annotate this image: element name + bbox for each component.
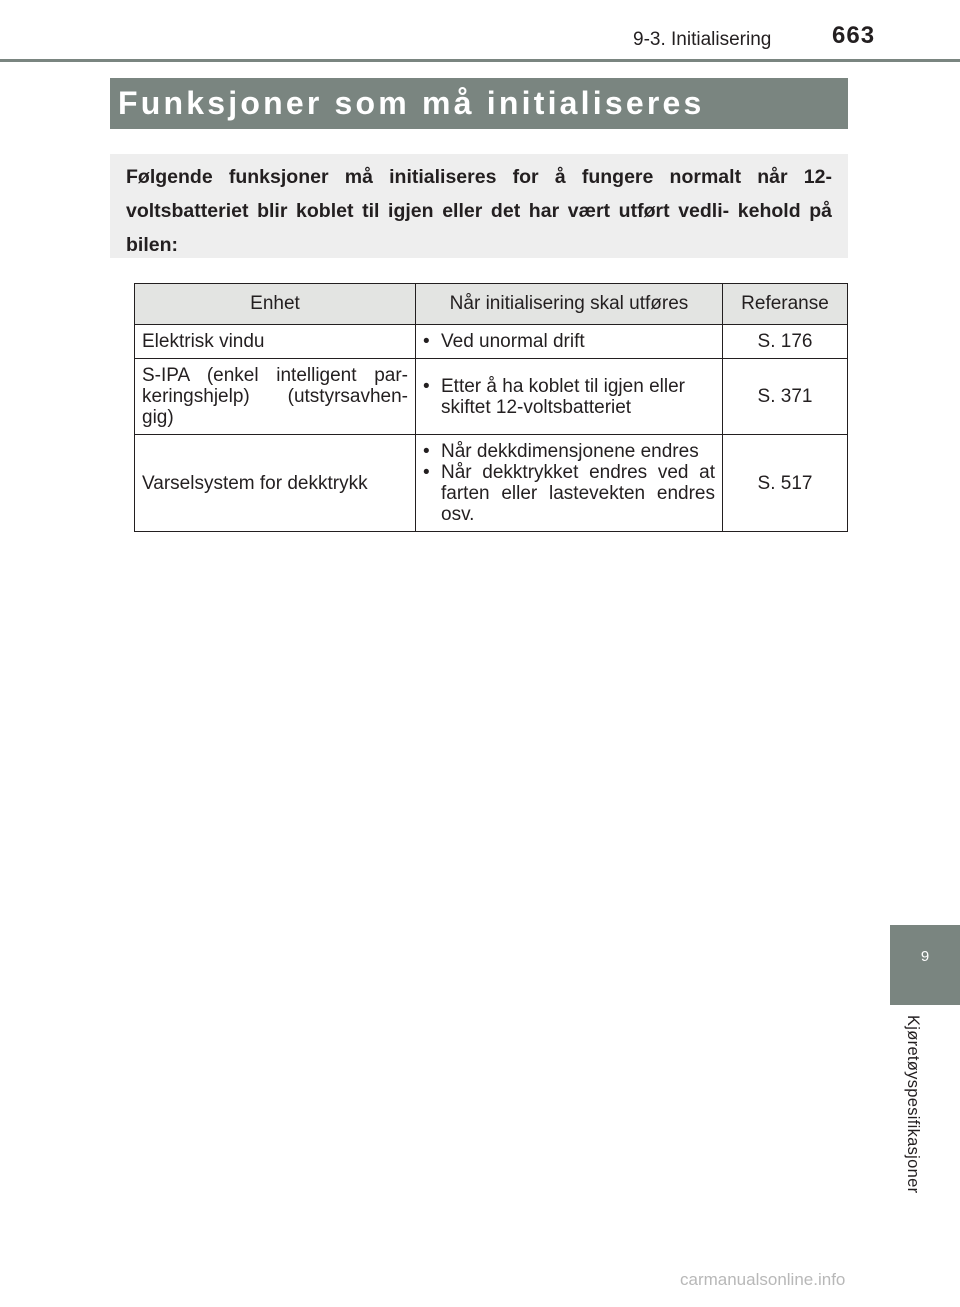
table-header-row [135,284,848,325]
when-cell [416,325,723,359]
page-number: 663 [832,22,876,49]
chapter-label: Kjøretøyspesifikasjoner [904,1015,922,1194]
column-header-when: Når initialisering skal utføres [416,284,723,325]
section-title: Funksjoner som må initialiseres [110,78,848,129]
header-divider [0,59,960,62]
when-cell [416,359,723,435]
table-row [135,359,848,435]
when-cell [416,435,723,532]
unit-cell: Varselsystem for dekktrykk [135,435,416,532]
unit-cell: Elektrisk vindu [135,325,416,359]
intro-paragraph: Følgende funksjoner må initialiseres for å fungere normalt når 12-voltsbatteriet blir koblet til igjen eller det har vært utført vedli- kehold på bilen: [110,154,848,258]
initialization-table [134,283,848,532]
table-row [135,435,848,532]
when-bullet: • Ved unormal drift [423,331,715,352]
reference-cell: S. 176 [723,325,848,359]
when-bullet: • Når dekkdimensjonene endres [423,441,715,462]
reference-cell: S. 517 [723,435,848,532]
reference-cell: S. 371 [723,359,848,435]
column-header-unit: Enhet [135,284,416,325]
when-bullet: • Etter å ha koblet til igjen eller skiftet 12-voltsbatteriet [423,376,715,418]
unit-cell: S-IPA (enkel intelligent par- keringshjelp) (utstyrsavhen- gig) [135,359,416,435]
when-bullet: • Når dekktrykket endres ved at farten eller lastevekten endres osv. [423,462,715,525]
column-header-reference: Referanse [723,284,848,325]
chapter-tab: 9 [890,925,960,1005]
table-row [135,325,848,359]
section-heading: 9-3. Initialisering [633,29,772,50]
watermark: carmanualsonline.info [680,1270,846,1289]
